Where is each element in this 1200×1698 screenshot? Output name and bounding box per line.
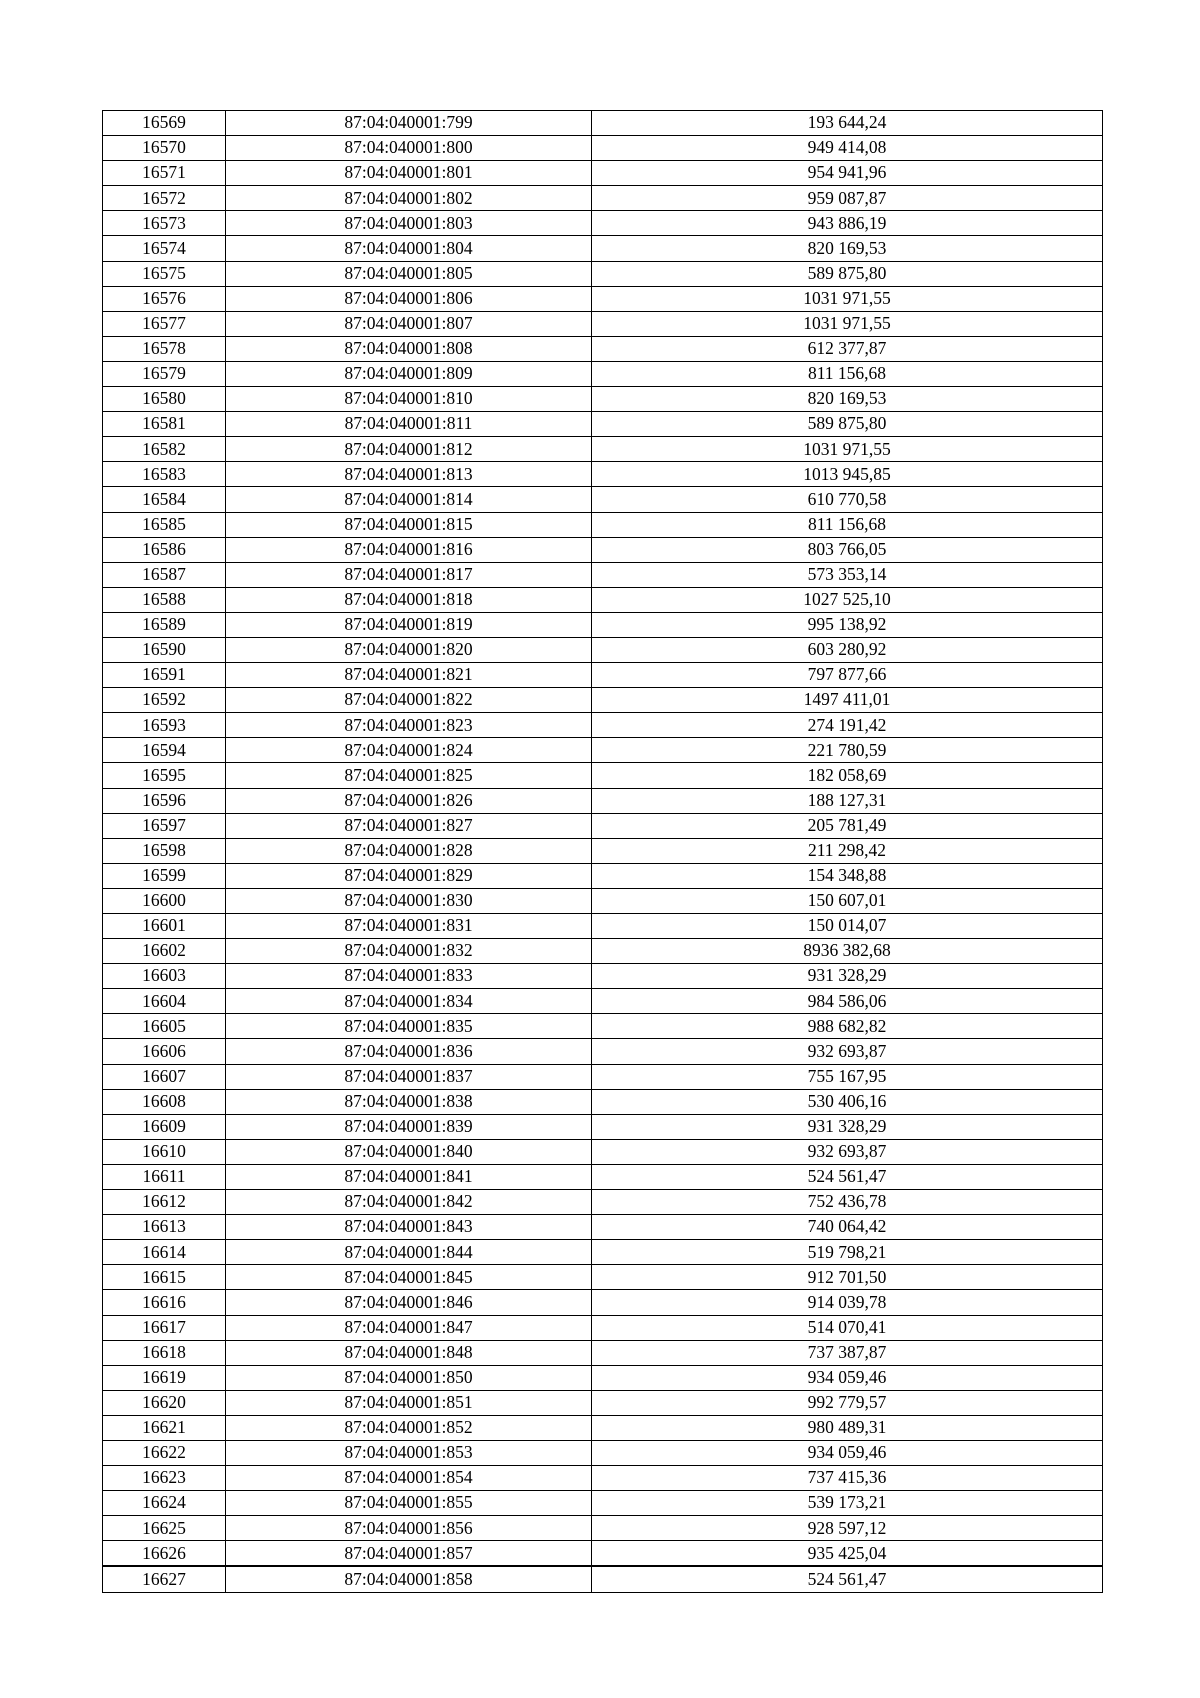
table-row <box>103 763 1103 788</box>
row-number-cell: 16587 <box>103 562 226 587</box>
table-row <box>103 1516 1103 1541</box>
table-row <box>103 1064 1103 1089</box>
table-row <box>103 562 1103 587</box>
cadastral-value-cell: 943 886,19 <box>592 211 1103 236</box>
cadastral-value-cell: 211 298,42 <box>592 838 1103 863</box>
table-row <box>103 111 1103 136</box>
table-row <box>103 136 1103 161</box>
row-number-cell: 16623 <box>103 1466 226 1491</box>
row-number-cell: 16615 <box>103 1265 226 1290</box>
table-row <box>103 1089 1103 1114</box>
table-row <box>103 462 1103 487</box>
cadastral-value-cell: 1031 971,55 <box>592 286 1103 311</box>
row-number-cell: 16571 <box>103 161 226 186</box>
table-row <box>103 1365 1103 1390</box>
cadastral-number-cell: 87:04:040001:801 <box>226 161 592 186</box>
row-number-cell: 16569 <box>103 111 226 136</box>
table-row <box>103 161 1103 186</box>
row-number-cell: 16627 <box>103 1566 226 1592</box>
table-row <box>103 437 1103 462</box>
table-row <box>103 587 1103 612</box>
cadastral-number-cell: 87:04:040001:858 <box>226 1566 592 1592</box>
row-number-cell: 16598 <box>103 838 226 863</box>
row-number-cell: 16570 <box>103 136 226 161</box>
table-row <box>103 1014 1103 1039</box>
row-number-cell: 16605 <box>103 1014 226 1039</box>
cadastral-value-cell: 573 353,14 <box>592 562 1103 587</box>
cadastral-number-cell: 87:04:040001:806 <box>226 286 592 311</box>
cadastral-value-cell: 188 127,31 <box>592 788 1103 813</box>
cadastral-number-cell: 87:04:040001:848 <box>226 1340 592 1365</box>
cadastral-value-cell: 524 561,47 <box>592 1164 1103 1189</box>
cadastral-number-cell: 87:04:040001:827 <box>226 813 592 838</box>
table-row <box>103 813 1103 838</box>
cadastral-number-cell: 87:04:040001:805 <box>226 261 592 286</box>
row-number-cell: 16601 <box>103 914 226 939</box>
row-number-cell: 16572 <box>103 186 226 211</box>
cadastral-value-cell: 984 586,06 <box>592 989 1103 1014</box>
cadastral-number-cell: 87:04:040001:818 <box>226 587 592 612</box>
cadastral-number-cell: 87:04:040001:845 <box>226 1265 592 1290</box>
row-number-cell: 16589 <box>103 612 226 637</box>
row-number-cell: 16621 <box>103 1415 226 1440</box>
row-number-cell: 16597 <box>103 813 226 838</box>
cadastral-value-cell: 931 328,29 <box>592 964 1103 989</box>
cadastral-value-cell: 610 770,58 <box>592 487 1103 512</box>
table-row <box>103 1164 1103 1189</box>
cadastral-number-cell: 87:04:040001:841 <box>226 1164 592 1189</box>
cadastral-number-cell: 87:04:040001:837 <box>226 1064 592 1089</box>
cadastral-number-cell: 87:04:040001:854 <box>226 1466 592 1491</box>
cadastral-value-cell: 539 173,21 <box>592 1491 1103 1516</box>
table-row <box>103 1139 1103 1164</box>
cadastral-number-cell: 87:04:040001:831 <box>226 914 592 939</box>
cadastral-number-cell: 87:04:040001:819 <box>226 612 592 637</box>
table-row <box>103 637 1103 662</box>
cadastral-value-cell: 914 039,78 <box>592 1290 1103 1315</box>
cadastral-number-cell: 87:04:040001:853 <box>226 1440 592 1465</box>
cadastral-value-cell: 274 191,42 <box>592 713 1103 738</box>
cadastral-value-cell: 589 875,80 <box>592 261 1103 286</box>
table-row <box>103 612 1103 637</box>
row-number-cell: 16583 <box>103 462 226 487</box>
cadastral-value-cell: 1031 971,55 <box>592 437 1103 462</box>
cadastral-number-cell: 87:04:040001:825 <box>226 763 592 788</box>
cadastral-number-cell: 87:04:040001:810 <box>226 387 592 412</box>
row-number-cell: 16608 <box>103 1089 226 1114</box>
cadastral-number-cell: 87:04:040001:807 <box>226 311 592 336</box>
cadastral-number-cell: 87:04:040001:839 <box>226 1114 592 1139</box>
table-row <box>103 1340 1103 1365</box>
cadastral-number-cell: 87:04:040001:814 <box>226 487 592 512</box>
table-row <box>103 186 1103 211</box>
table-row <box>103 863 1103 888</box>
cadastral-value-cell: 205 781,49 <box>592 813 1103 838</box>
cadastral-number-cell: 87:04:040001:851 <box>226 1390 592 1415</box>
cadastral-value-cell: 519 798,21 <box>592 1240 1103 1265</box>
table-row <box>103 788 1103 813</box>
table-row <box>103 838 1103 863</box>
row-number-cell: 16581 <box>103 412 226 437</box>
cadastral-value-cell: 934 059,46 <box>592 1365 1103 1390</box>
table-row <box>103 713 1103 738</box>
cadastral-value-cell: 524 561,47 <box>592 1566 1103 1592</box>
cadastral-value-table <box>102 110 1103 1593</box>
table-row <box>103 1415 1103 1440</box>
cadastral-number-cell: 87:04:040001:835 <box>226 1014 592 1039</box>
row-number-cell: 16604 <box>103 989 226 1014</box>
cadastral-number-cell: 87:04:040001:808 <box>226 336 592 361</box>
table-row <box>103 387 1103 412</box>
row-number-cell: 16594 <box>103 738 226 763</box>
row-number-cell: 16580 <box>103 387 226 412</box>
row-number-cell: 16603 <box>103 964 226 989</box>
row-number-cell: 16620 <box>103 1390 226 1415</box>
table-row <box>103 688 1103 713</box>
table-row <box>103 537 1103 562</box>
cadastral-number-cell: 87:04:040001:826 <box>226 788 592 813</box>
cadastral-value-cell: 514 070,41 <box>592 1315 1103 1340</box>
row-number-cell: 16596 <box>103 788 226 813</box>
row-number-cell: 16617 <box>103 1315 226 1340</box>
table-row <box>103 336 1103 361</box>
cadastral-number-cell: 87:04:040001:799 <box>226 111 592 136</box>
cadastral-number-cell: 87:04:040001:811 <box>226 412 592 437</box>
table-row <box>103 236 1103 261</box>
table-row <box>103 964 1103 989</box>
cadastral-number-cell: 87:04:040001:812 <box>226 437 592 462</box>
table-row <box>103 261 1103 286</box>
cadastral-value-cell: 820 169,53 <box>592 387 1103 412</box>
table-row <box>103 1541 1103 1567</box>
row-number-cell: 16614 <box>103 1240 226 1265</box>
cadastral-value-cell: 980 489,31 <box>592 1415 1103 1440</box>
cadastral-number-cell: 87:04:040001:843 <box>226 1215 592 1240</box>
table-row <box>103 1566 1103 1592</box>
cadastral-value-cell: 949 414,08 <box>592 136 1103 161</box>
table-row <box>103 361 1103 386</box>
cadastral-value-cell: 8936 382,68 <box>592 939 1103 964</box>
row-number-cell: 16618 <box>103 1340 226 1365</box>
cadastral-value-cell: 193 644,24 <box>592 111 1103 136</box>
cadastral-number-cell: 87:04:040001:834 <box>226 989 592 1014</box>
cadastral-number-cell: 87:04:040001:838 <box>226 1089 592 1114</box>
row-number-cell: 16591 <box>103 663 226 688</box>
row-number-cell: 16593 <box>103 713 226 738</box>
cadastral-number-cell: 87:04:040001:856 <box>226 1516 592 1541</box>
cadastral-value-cell: 740 064,42 <box>592 1215 1103 1240</box>
cadastral-value-cell: 589 875,80 <box>592 412 1103 437</box>
cadastral-value-cell: 603 280,92 <box>592 637 1103 662</box>
cadastral-value-cell: 221 780,59 <box>592 738 1103 763</box>
table-row <box>103 663 1103 688</box>
table-row <box>103 914 1103 939</box>
row-number-cell: 16616 <box>103 1290 226 1315</box>
row-number-cell: 16624 <box>103 1491 226 1516</box>
cadastral-value-cell: 912 701,50 <box>592 1265 1103 1290</box>
table-row <box>103 311 1103 336</box>
table-row <box>103 1315 1103 1340</box>
table-row <box>103 412 1103 437</box>
cadastral-value-cell: 150 014,07 <box>592 914 1103 939</box>
cadastral-number-cell: 87:04:040001:802 <box>226 186 592 211</box>
row-number-cell: 16578 <box>103 336 226 361</box>
table-row <box>103 487 1103 512</box>
cadastral-number-cell: 87:04:040001:832 <box>226 939 592 964</box>
cadastral-value-cell: 1027 525,10 <box>592 587 1103 612</box>
row-number-cell: 16592 <box>103 688 226 713</box>
cadastral-number-cell: 87:04:040001:803 <box>226 211 592 236</box>
table-row <box>103 1039 1103 1064</box>
cadastral-value-cell: 931 328,29 <box>592 1114 1103 1139</box>
row-number-cell: 16611 <box>103 1164 226 1189</box>
cadastral-number-cell: 87:04:040001:857 <box>226 1541 592 1567</box>
cadastral-value-cell: 150 607,01 <box>592 888 1103 913</box>
cadastral-number-cell: 87:04:040001:855 <box>226 1491 592 1516</box>
row-number-cell: 16602 <box>103 939 226 964</box>
cadastral-number-cell: 87:04:040001:830 <box>226 888 592 913</box>
cadastral-value-cell: 959 087,87 <box>592 186 1103 211</box>
row-number-cell: 16609 <box>103 1114 226 1139</box>
row-number-cell: 16606 <box>103 1039 226 1064</box>
table-row <box>103 1190 1103 1215</box>
cadastral-value-cell: 1031 971,55 <box>592 311 1103 336</box>
cadastral-value-cell: 935 425,04 <box>592 1541 1103 1567</box>
row-number-cell: 16574 <box>103 236 226 261</box>
cadastral-value-cell: 1497 411,01 <box>592 688 1103 713</box>
row-number-cell: 16576 <box>103 286 226 311</box>
cadastral-value-cell: 992 779,57 <box>592 1390 1103 1415</box>
table-row <box>103 1440 1103 1465</box>
cadastral-number-cell: 87:04:040001:836 <box>226 1039 592 1064</box>
cadastral-number-cell: 87:04:040001:822 <box>226 688 592 713</box>
cadastral-value-cell: 954 941,96 <box>592 161 1103 186</box>
table-row <box>103 512 1103 537</box>
cadastral-value-cell: 811 156,68 <box>592 361 1103 386</box>
row-number-cell: 16613 <box>103 1215 226 1240</box>
cadastral-number-cell: 87:04:040001:820 <box>226 637 592 662</box>
table-body <box>103 111 1103 1593</box>
table-row <box>103 939 1103 964</box>
row-number-cell: 16622 <box>103 1440 226 1465</box>
row-number-cell: 16579 <box>103 361 226 386</box>
cadastral-value-cell: 737 415,36 <box>592 1466 1103 1491</box>
cadastral-number-cell: 87:04:040001:847 <box>226 1315 592 1340</box>
row-number-cell: 16577 <box>103 311 226 336</box>
cadastral-number-cell: 87:04:040001:833 <box>226 964 592 989</box>
cadastral-number-cell: 87:04:040001:844 <box>226 1240 592 1265</box>
row-number-cell: 16600 <box>103 888 226 913</box>
table-row <box>103 989 1103 1014</box>
cadastral-number-cell: 87:04:040001:817 <box>226 562 592 587</box>
cadastral-value-cell: 934 059,46 <box>592 1440 1103 1465</box>
cadastral-value-cell: 737 387,87 <box>592 1340 1103 1365</box>
row-number-cell: 16595 <box>103 763 226 788</box>
cadastral-number-cell: 87:04:040001:800 <box>226 136 592 161</box>
cadastral-value-cell: 995 138,92 <box>592 612 1103 637</box>
cadastral-value-cell: 928 597,12 <box>592 1516 1103 1541</box>
cadastral-value-cell: 803 766,05 <box>592 537 1103 562</box>
row-number-cell: 16588 <box>103 587 226 612</box>
cadastral-value-cell: 1013 945,85 <box>592 462 1103 487</box>
cadastral-value-cell: 932 693,87 <box>592 1039 1103 1064</box>
table-row <box>103 738 1103 763</box>
cadastral-number-cell: 87:04:040001:846 <box>226 1290 592 1315</box>
cadastral-value-cell: 820 169,53 <box>592 236 1103 261</box>
row-number-cell: 16619 <box>103 1365 226 1390</box>
row-number-cell: 16585 <box>103 512 226 537</box>
table-row <box>103 1114 1103 1139</box>
row-number-cell: 16582 <box>103 437 226 462</box>
cadastral-number-cell: 87:04:040001:823 <box>226 713 592 738</box>
row-number-cell: 16575 <box>103 261 226 286</box>
row-number-cell: 16607 <box>103 1064 226 1089</box>
row-number-cell: 16610 <box>103 1139 226 1164</box>
table-row <box>103 1290 1103 1315</box>
cadastral-number-cell: 87:04:040001:821 <box>226 663 592 688</box>
cadastral-value-cell: 154 348,88 <box>592 863 1103 888</box>
cadastral-number-cell: 87:04:040001:840 <box>226 1139 592 1164</box>
cadastral-number-cell: 87:04:040001:815 <box>226 512 592 537</box>
cadastral-value-cell: 530 406,16 <box>592 1089 1103 1114</box>
cadastral-value-cell: 612 377,87 <box>592 336 1103 361</box>
cadastral-number-cell: 87:04:040001:816 <box>226 537 592 562</box>
row-number-cell: 16625 <box>103 1516 226 1541</box>
cadastral-number-cell: 87:04:040001:804 <box>226 236 592 261</box>
cadastral-value-cell: 932 693,87 <box>592 1139 1103 1164</box>
cadastral-value-cell: 752 436,78 <box>592 1190 1103 1215</box>
cadastral-number-cell: 87:04:040001:842 <box>226 1190 592 1215</box>
table-row <box>103 1491 1103 1516</box>
cadastral-number-cell: 87:04:040001:809 <box>226 361 592 386</box>
table-row <box>103 1215 1103 1240</box>
cadastral-value-cell: 797 877,66 <box>592 663 1103 688</box>
row-number-cell: 16584 <box>103 487 226 512</box>
row-number-cell: 16590 <box>103 637 226 662</box>
cadastral-number-cell: 87:04:040001:813 <box>226 462 592 487</box>
cadastral-value-cell: 988 682,82 <box>592 1014 1103 1039</box>
cadastral-value-cell: 755 167,95 <box>592 1064 1103 1089</box>
cadastral-number-cell: 87:04:040001:829 <box>226 863 592 888</box>
cadastral-value-cell: 811 156,68 <box>592 512 1103 537</box>
cadastral-value-cell: 182 058,69 <box>592 763 1103 788</box>
cadastral-number-cell: 87:04:040001:852 <box>226 1415 592 1440</box>
cadastral-number-cell: 87:04:040001:828 <box>226 838 592 863</box>
table-row <box>103 888 1103 913</box>
table-row <box>103 1390 1103 1415</box>
table-row <box>103 211 1103 236</box>
table-row <box>103 1240 1103 1265</box>
row-number-cell: 16626 <box>103 1541 226 1567</box>
table-row <box>103 1265 1103 1290</box>
cadastral-number-cell: 87:04:040001:850 <box>226 1365 592 1390</box>
row-number-cell: 16586 <box>103 537 226 562</box>
row-number-cell: 16573 <box>103 211 226 236</box>
table-row <box>103 286 1103 311</box>
row-number-cell: 16599 <box>103 863 226 888</box>
table-row <box>103 1466 1103 1491</box>
row-number-cell: 16612 <box>103 1190 226 1215</box>
cadastral-number-cell: 87:04:040001:824 <box>226 738 592 763</box>
